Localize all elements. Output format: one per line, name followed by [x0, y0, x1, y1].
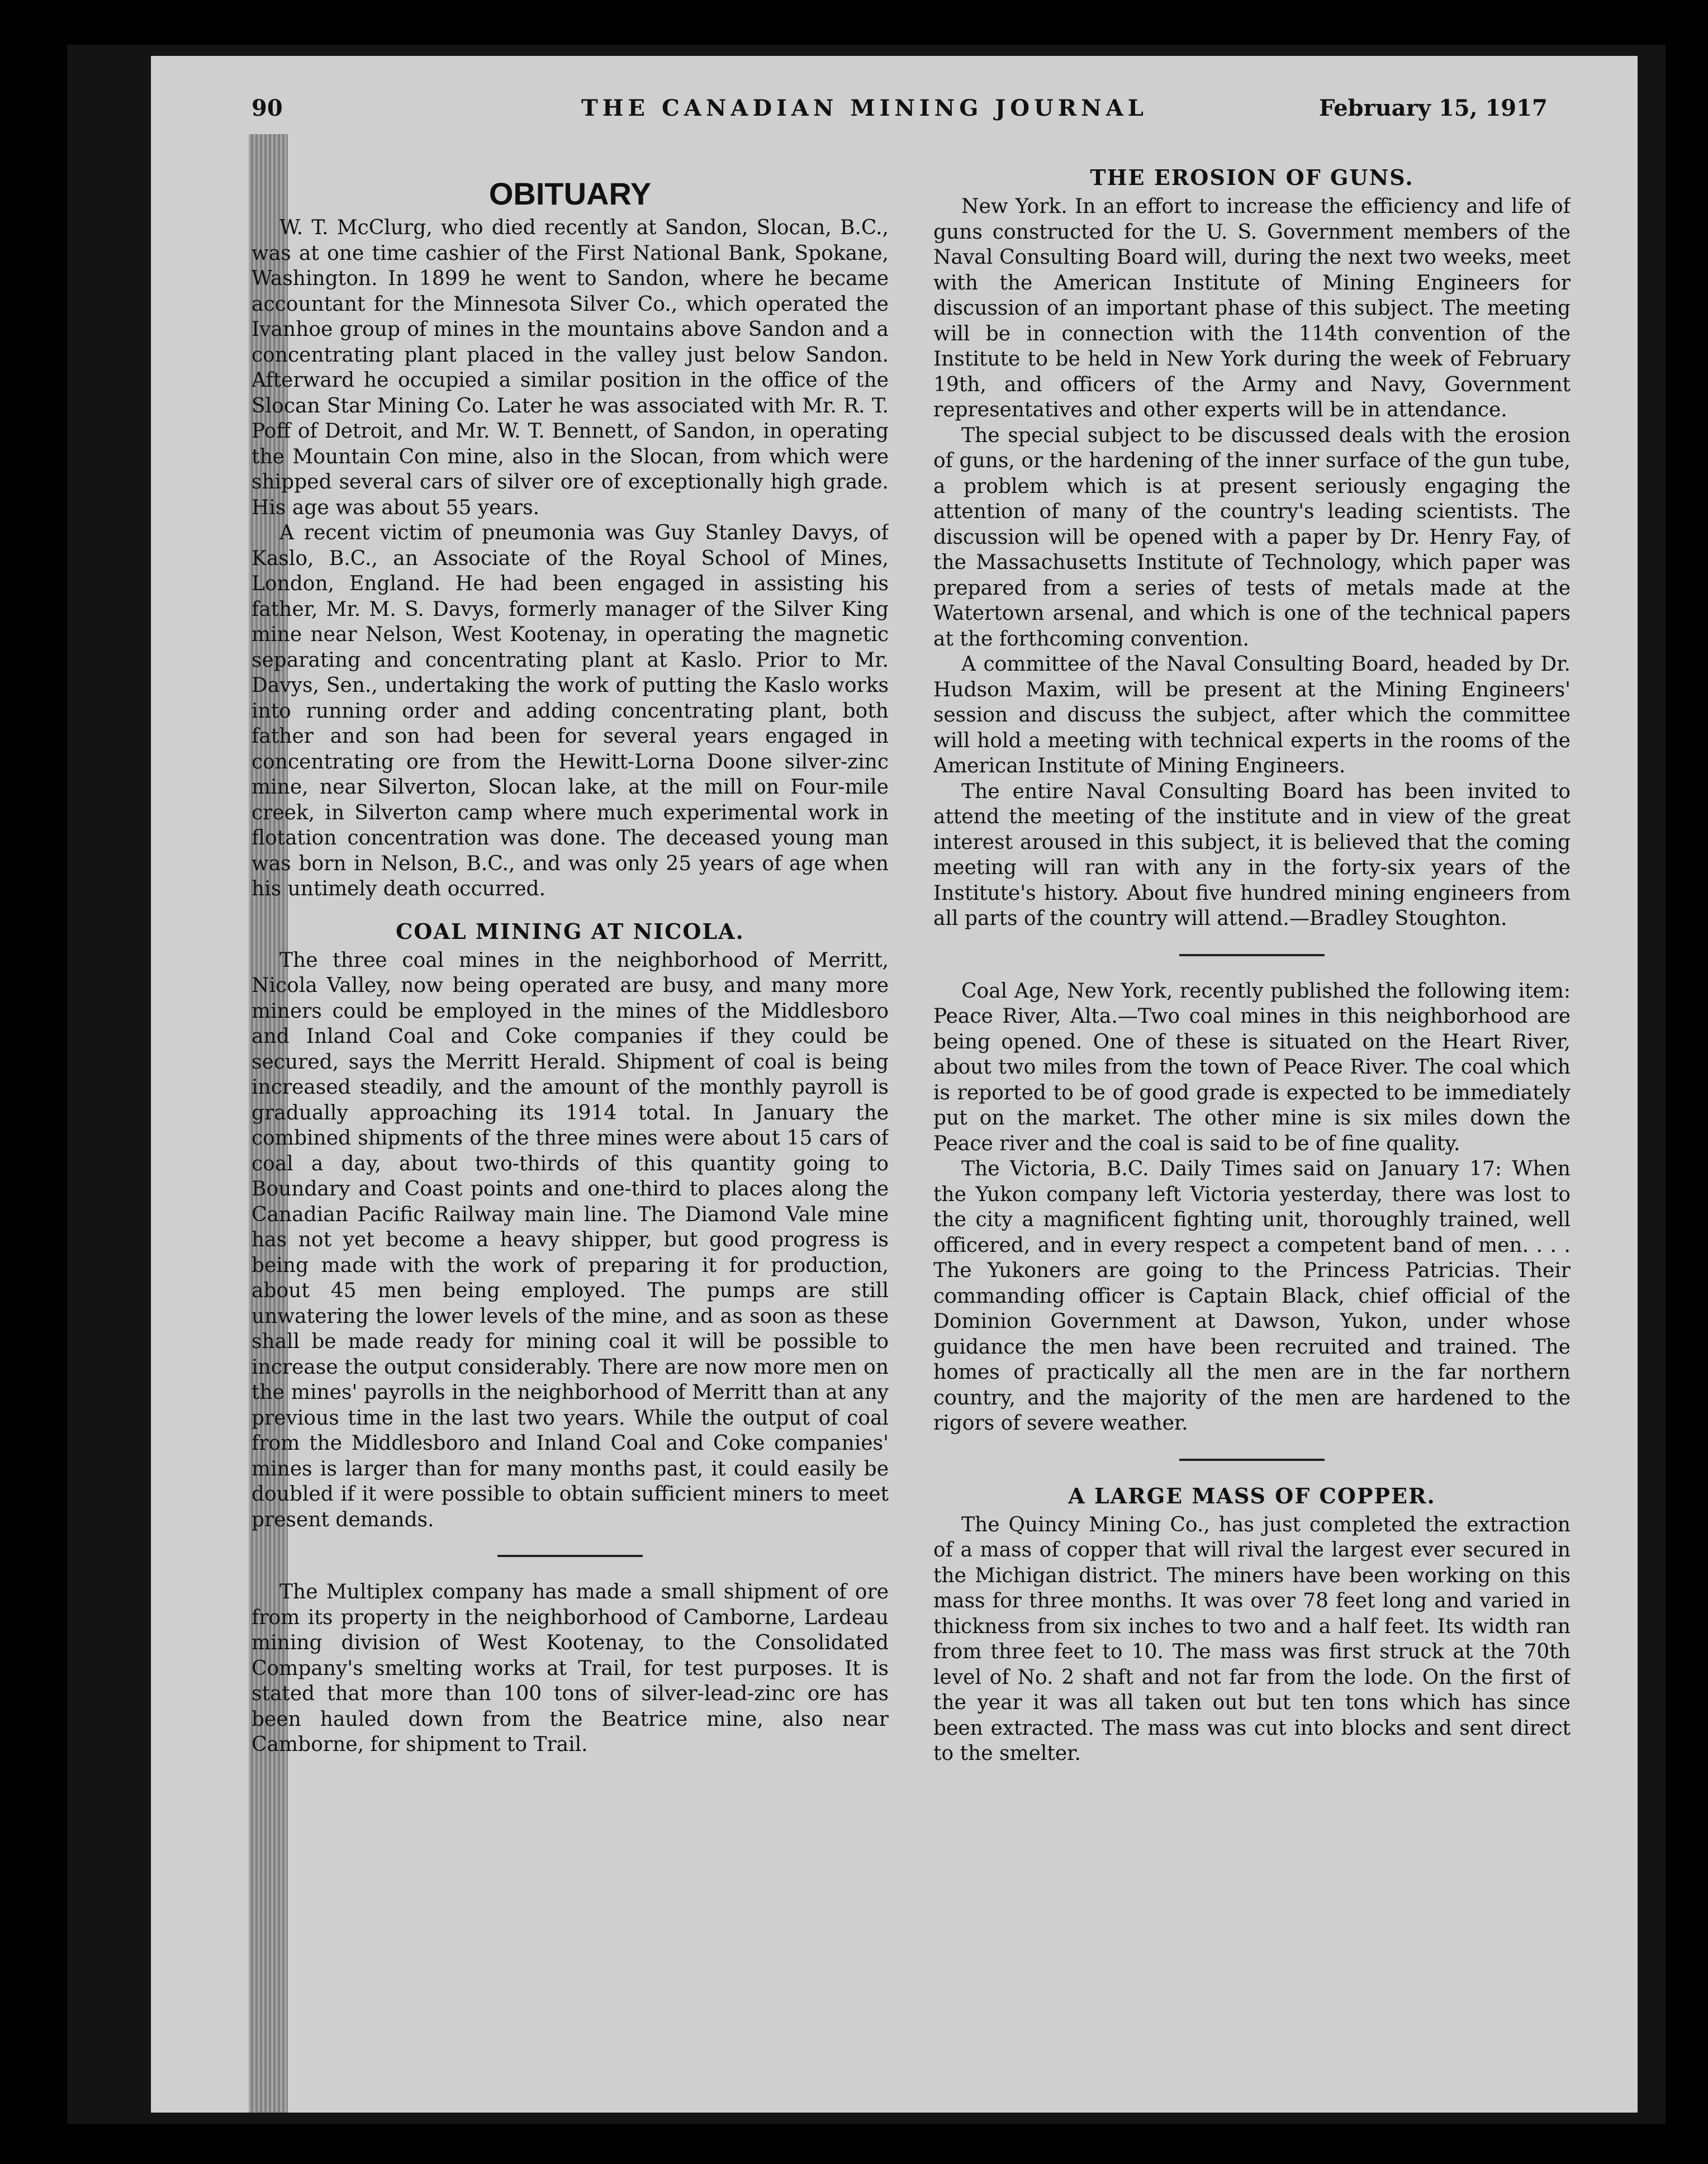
copper-title: A LARGE MASS OF COPPER. — [1068, 1483, 1436, 1508]
copper-paragraph: The Quincy Mining Co., has just completed the extraction of a mass of copper that will rival the largest ever secured in the Michigan district. The miners have been working on this mass for three months. It was over 78 feet long and varied in thickness from six inches to two and a half feet. Its width ran from three feet to 10. The mass was first struck at the 70th level of No. 2 shaft and not far from the lode. On the first of the year it was all taken out but ten tons which has since been extracted. The mass was cut into blocks and sent direct to the smelter. — [933, 1513, 1571, 1765]
erosion-paragraph: New York. In an effort to increase the efficiency and life of guns constructed for the U. S. Government members of the Naval Consulting Board will, during the next two weeks, meet with the American Institute of Mining Engineers for discussion of an important phase of this subject. The meeting will be in connection with the 114th convention of the Institute to be held in New York during the week of February 19th, and officers of the Army and Navy, Government representatives and other experts will be in attendance. — [933, 195, 1571, 421]
erosion-title: THE EROSION OF GUNS. — [1090, 165, 1414, 190]
left-column — [252, 176, 889, 2076]
erosion-paragraph: The entire Naval Consulting Board has been invited to attend the meeting of the institute and in view of the great interest aroused in this subject, it is believed that the coming meeting will ran with any in the forty-six years of the Institute's history. About five hundred mining engineers from all parts of the country will attend.—Bradley Stoughton. — [933, 780, 1571, 930]
journal-title: THE CANADIAN MINING JOURNAL — [581, 95, 1148, 121]
obituary-title: OBITUARY — [488, 176, 652, 211]
issue-date: February 15, 1917 — [1319, 95, 1548, 121]
section-divider — [1179, 954, 1325, 956]
erosion-paragraph: The special subject to be discussed deals with the erosion of guns, or the hardening of the inner surface of the gun tube, a problem which is at present seriously engaging the attention of many of the country's leading scientists. The discussion will be opened with a paper by Dr. Henry Fay, of the Massachusetts Institute of Technology, which paper was prepared from a series of tests of metals made at the Watertown arsenal, and which is one of the technical papers at the forthcoming convention. — [933, 424, 1571, 651]
erosion-paragraph: A committee of the Naval Consulting Board, headed by Dr. Hudson Maxim, will be present at the Mining Engineers' session and discuss the subject, after which the committee will hold a meeting with technical experts in the rooms of the American Institute of Mining Engineers. — [933, 653, 1571, 777]
multiplex-paragraph: The Multiplex company has made a small shipment of ore from its property in the neighborhood of Camborne, Lardeau mining division of West Kootenay, to the Consolidated Company's smelting works at Trail, for test purposes. It is stated that more than 100 tons of silver-lead-zinc ore has been hauled down from the Beatrice mine, also near Camborne, for shipment to Trail. — [252, 1581, 889, 1756]
right-column — [933, 165, 1571, 2065]
coal-age-paragraph: Coal Age, New York, recently published the following item: Peace River, Alta.—Two coal mines in this neighborhood are being opened. One of these is situated on the Heart River, about two miles from the town of Peace River. The coal which is reported to be of good grade is expected to be immediately put on the market. The other mine is six miles down the Peace river and the coal is said to be of fine quality. — [933, 979, 1571, 1155]
coal-age-paragraph: The Victoria, B.C. Daily Times said on January 17: When the Yukon company left Victoria yesterday, there was lost to the city a magnificent fighting unit, thoroughly trained, well officered, and in every respect a competent band of men. . . . The Yukoners are going to the Princess Patricias. Their commanding officer is Captain Black, chief official of the Dominion Government at Dawson, Yukon, under whose guidance the men have been recruited and trained. The homes of practically all the men are in the far northern country, and the majority of the men are hardened to the rigors of severe weather. — [933, 1157, 1571, 1435]
coal-mining-title: COAL MINING AT NICOLA. — [396, 918, 744, 944]
page-number: 90 — [252, 95, 283, 121]
coal-mining-paragraph: The three coal mines in the neighborhood of Merritt, Nicola Valley, now being operated are busy, and many more miners could be employed in the mines of the Middlesboro and Inland Coal and Coke companies if they could be secured, says the Merritt Herald. Shipment of coal is being increased steadily, and the amount of the monthly payroll is gradually approaching its 1914 total. In January the combined shipments of the three mines were about 15 cars of coal a day, about two-thirds of this quantity going to Boundary and Coast points and one-third to places along the Canadian Pacific Railway main line. The Diamond Vale mine has not yet become a heavy shipper, but good progress is being made with the work of preparing it for production, about 45 men being employed. The pumps are still unwatering the lower levels of the mine, and as soon as these shall be made ready for mining coal it will be possible to increase the output considerably. There are now more men on the mines' payrolls in the neighborhood of Merritt than at any previous time in the last two years. While the output of coal from the Middlesboro and Inland Coal and Coke companies' mines is larger than for many months past, it could easily be doubled if it were possible to obtain sufficient miners to meet present demands. — [252, 948, 889, 1531]
obituary-paragraph: W. T. McClurg, who died recently at Sandon, Slocan, B.C., was at one time cashier of the First National Bank, Spokane, Washington. In 1899 he went to Sandon, where he became accountant for the Minnesota Silver Co., which operated the Ivanhoe group of mines in the mountains above Sandon and a concentrating plant placed in the valley just below Sandon. Afterward he occupied a similar position in the office of the Slocan Star Mining Co. Later he was associated with Mr. R. T. Poff of Detroit, and Mr. W. T. Bennett, of Sandon, in operating the Mountain Con mine, also in the Slocan, from which were shipped several cars of silver ore of exceptionally high grade. His age was about 55 years. — [252, 216, 889, 519]
obituary-paragraph: A recent victim of pneumonia was Guy Stanley Davys, of Kaslo, B.C., an Associate of the Royal School of Mines, London, England. He had been engaged in assisting his father, Mr. M. S. Davys, formerly manager of the Silver King mine near Nelson, West Kootenay, in operating the magnetic separating and concentrating plant at Kaslo. Prior to Mr. Davys, Sen., undertaking the work of putting the Kaslo works into running order and adding concentrating plant, both father and son had been for several years engaged in concentrating ore from the Hewitt-Lorna Doone silver-zinc mine, near Silverton, Slocan lake, at the mill on Four-mile creek, in Silverton camp where much experimental work in flotation concentration was done. The deceased young man was born in Nelson, B.C., and was only 25 years of age when his untimely death occurred. — [252, 521, 889, 900]
section-divider — [497, 1555, 643, 1557]
section-divider — [1179, 1459, 1325, 1461]
journal-page — [151, 56, 1638, 2113]
